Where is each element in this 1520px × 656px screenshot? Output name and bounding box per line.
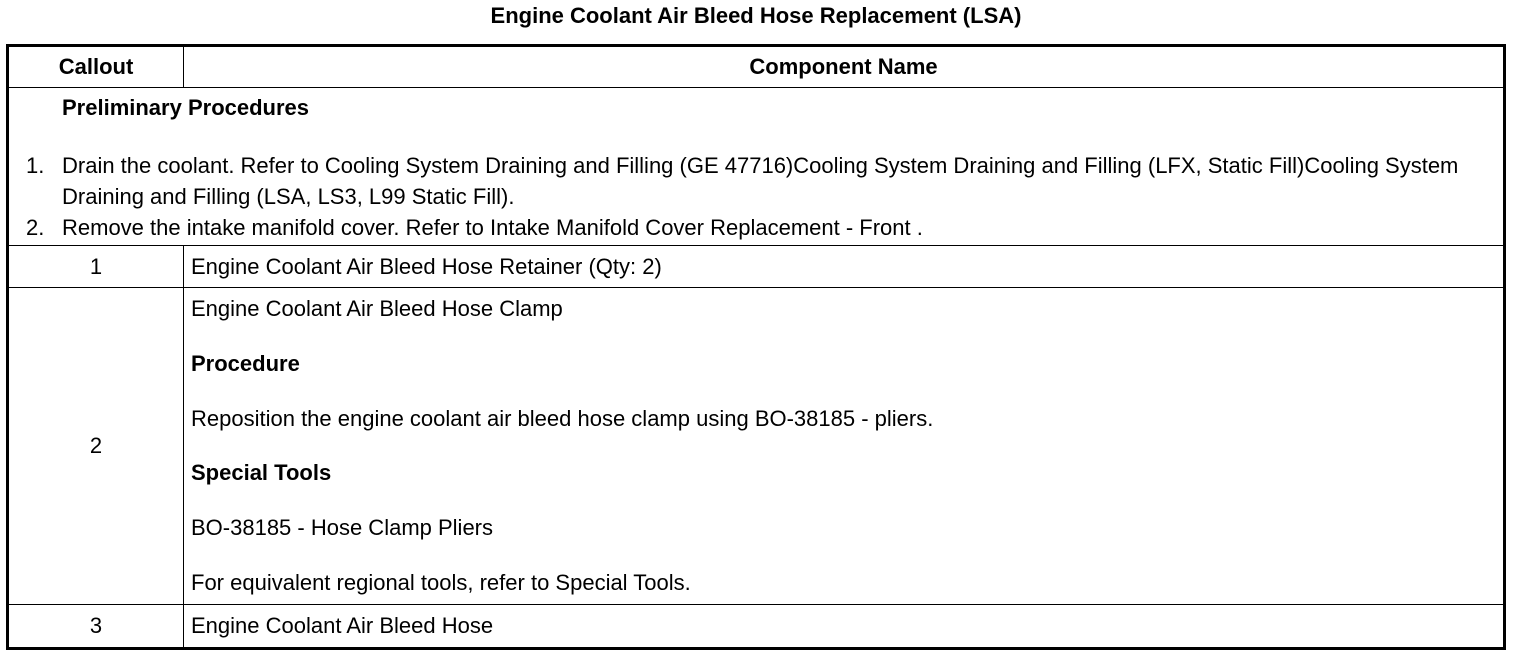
component-name-cell: Engine Coolant Air Bleed Hose Retainer (Qty: 2) <box>191 253 662 279</box>
special-tools-note: For equivalent regional tools, refer to Special Tools. <box>191 569 691 595</box>
table-row <box>9 246 1503 288</box>
callout-cell: 1 <box>9 246 184 287</box>
component-table <box>6 44 1506 650</box>
preliminary-steps-list <box>26 150 1466 243</box>
callout-cell: 3 <box>9 605 184 647</box>
special-tool-item: BO-38185 - Hose Clamp Pliers <box>191 515 494 541</box>
component-name-cell: Engine Coolant Air Bleed Hose <box>191 613 494 638</box>
table-row <box>9 288 1503 605</box>
callout-column-header: Callout <box>9 47 184 87</box>
step-text: Drain the coolant. Refer to Cooling System Draining and Filling (GE 47716)Cooling System Draining and Filling (LFX, Static Fill)Cooling System Draining and Filling (LSA, LS3, L99 Static Fill). <box>62 153 1459 209</box>
preliminary-procedures-section <box>9 88 1503 246</box>
table-row <box>9 605 1503 647</box>
procedure-text: Reposition the engine coolant air bleed hose clamp using BO-38185 - pliers. <box>191 405 934 431</box>
callout-cell: 2 <box>9 288 184 604</box>
document-title: Engine Coolant Air Bleed Hose Replacement (LSA) <box>490 3 1022 28</box>
step-number: 1. <box>26 153 45 178</box>
special-tools-heading: Special Tools <box>191 460 332 486</box>
table-header-row <box>9 47 1503 88</box>
step-text: Remove the intake manifold cover. Refer to Intake Manifold Cover Replacement - Front . <box>62 215 923 240</box>
component-name-column-header: Component Name <box>749 54 938 79</box>
step-number: 2. <box>26 215 45 240</box>
preliminary-step <box>26 212 1466 243</box>
component-detail-cell <box>184 288 1503 604</box>
procedure-heading: Procedure <box>191 350 300 376</box>
component-name: Engine Coolant Air Bleed Hose Clamp <box>191 296 563 321</box>
preliminary-procedures-heading: Preliminary Procedures <box>62 95 310 120</box>
preliminary-step <box>26 150 1466 212</box>
component-detail-block <box>191 288 933 604</box>
